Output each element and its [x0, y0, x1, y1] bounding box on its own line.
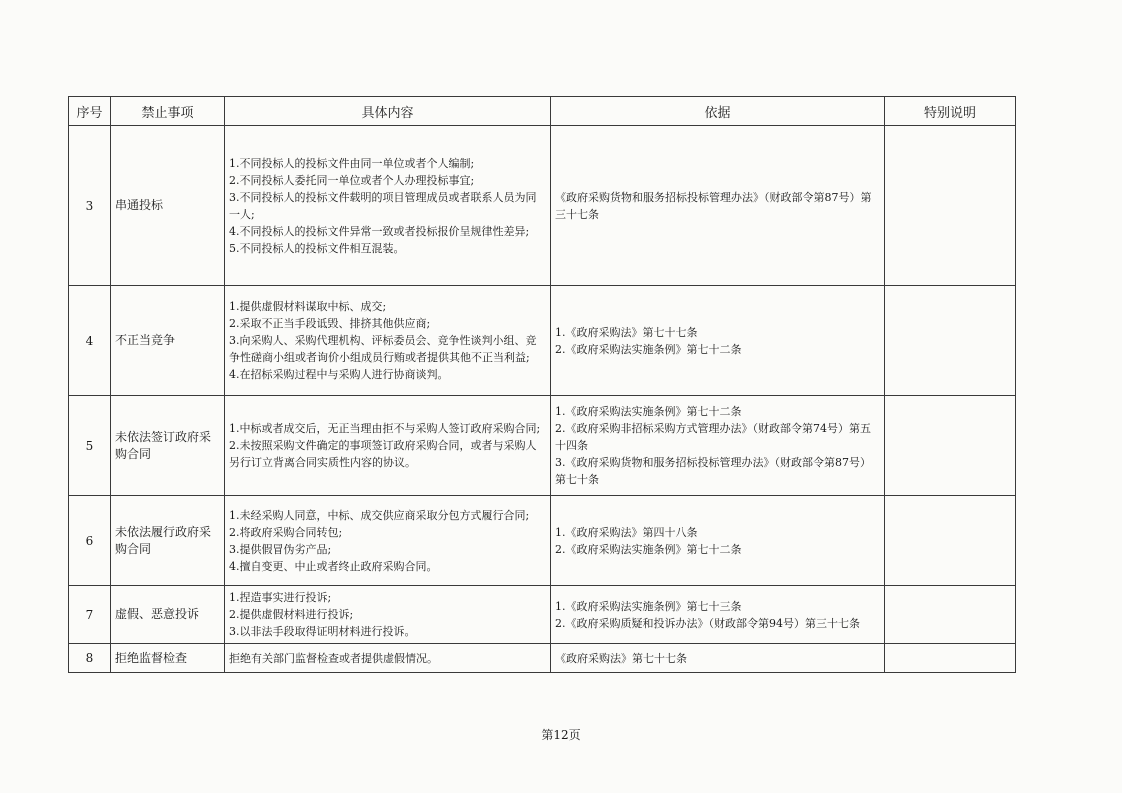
header-num: 序号 — [69, 97, 111, 126]
row-basis — [551, 644, 885, 673]
content-line: 4.擅自变更、中止或者终止政府采购合同。 — [229, 559, 438, 573]
content-line: 4.不同投标人的投标文件异常一致或者投标报价呈规律性差异; — [229, 224, 530, 238]
content-line: 2.未按照采购文件确定的事项签订政府采购合同，或者与采购人另行订立背离合同实质性内容的协议。 — [229, 439, 537, 469]
table-row — [69, 644, 1016, 673]
content-line: 2.将政府采购合同转包; — [229, 525, 343, 539]
row-note — [885, 286, 1016, 396]
table-row — [69, 396, 1016, 496]
content-line: 1.提供虚假材料谋取中标、成交; — [229, 300, 387, 313]
content-line: 1.不同投标人的投标文件由同一单位或者个人编制; — [229, 156, 475, 170]
row-note — [885, 496, 1016, 586]
row-item: 串通投标 — [111, 126, 225, 286]
row-number: 7 — [69, 586, 111, 644]
table-row — [69, 126, 1016, 286]
header-basis: 依据 — [551, 97, 885, 126]
row-content — [225, 644, 551, 673]
page-number: 第12页 — [541, 728, 581, 742]
row-number: 8 — [69, 644, 111, 673]
content-line: 3.提供假冒伪劣产品; — [229, 542, 332, 556]
table-header-row — [69, 97, 1016, 126]
header-content: 具体内容 — [225, 97, 551, 126]
row-note — [885, 126, 1016, 286]
content-line: 2.提供虚假材料进行投诉; — [229, 608, 354, 621]
header-note: 特别说明 — [885, 97, 1016, 126]
prohibited-items-table — [68, 96, 1016, 673]
basis-line: 《政府采购货物和服务招标投标管理办法》（财政部令第87号）第三十七条 — [555, 190, 872, 221]
table-row — [69, 586, 1016, 644]
table-row — [69, 496, 1016, 586]
row-number: 6 — [69, 496, 111, 586]
row-basis — [551, 396, 885, 496]
row-item: 拒绝监督检查 — [111, 644, 225, 673]
row-content — [225, 396, 551, 496]
row-note — [885, 586, 1016, 644]
basis-line: 1.《政府采购法》第四十八条 — [555, 525, 698, 539]
row-content — [225, 126, 551, 286]
content-line: 3.不同投标人的投标文件载明的项目管理成员或者联系人员为同一人; — [229, 190, 537, 221]
content-line: 5.不同投标人的投标文件相互混装。 — [229, 241, 405, 255]
row-note — [885, 644, 1016, 673]
content-line: 1.中标或者成交后，无正当理由拒不与采购人签订政府采购合同; — [229, 422, 541, 435]
row-item: 虚假、恶意投诉 — [111, 586, 225, 644]
row-item: 不正当竞争 — [111, 286, 225, 396]
row-basis — [551, 286, 885, 396]
row-number: 3 — [69, 126, 111, 286]
header-item: 禁止事项 — [111, 97, 225, 126]
row-basis — [551, 126, 885, 286]
content-line: 4.在招标采购过程中与采购人进行协商谈判。 — [229, 368, 449, 381]
content-line: 3.以非法手段取得证明材料进行投诉。 — [229, 625, 416, 638]
content-line: 拒绝有关部门监督检查或者提供虚假情况。 — [229, 651, 438, 665]
basis-line: 2.《政府采购法实施条例》第七十二条 — [555, 542, 742, 556]
basis-line: 2.《政府采购质疑和投诉办法》（财政部令第94号）第三十七条 — [555, 616, 860, 630]
row-note — [885, 396, 1016, 496]
row-item: 未依法履行政府采购合同 — [111, 496, 225, 586]
row-content — [225, 286, 551, 396]
basis-line: 2.《政府采购非招标采购方式管理办法》（财政部令第74号）第五十四条 — [555, 422, 871, 452]
content-line: 2.采取不正当手段诋毁、排挤其他供应商; — [229, 317, 431, 330]
basis-line: 《政府采购法》第七十七条 — [555, 651, 687, 665]
row-basis — [551, 586, 885, 644]
basis-line: 1.《政府采购法实施条例》第七十二条 — [555, 405, 742, 418]
row-item: 未依法签订政府采购合同 — [111, 396, 225, 496]
basis-line: 2.《政府采购法实施条例》第七十二条 — [555, 342, 742, 356]
basis-line: 3.《政府采购货物和服务招标投标管理办法》（财政部令第87号）第七十条 — [555, 456, 871, 486]
table-row — [69, 286, 1016, 396]
content-line: 1.捏造事实进行投诉; — [229, 591, 332, 604]
row-basis — [551, 496, 885, 586]
content-line: 1.未经采购人同意，中标、成交供应商采取分包方式履行合同; — [229, 508, 530, 522]
row-number: 4 — [69, 286, 111, 396]
basis-line: 1.《政府采购法》第七十七条 — [555, 325, 698, 339]
content-line: 2.不同投标人委托同一单位或者个人办理投标事宜; — [229, 173, 475, 187]
row-content — [225, 496, 551, 586]
row-number: 5 — [69, 396, 111, 496]
basis-line: 1.《政府采购法实施条例》第七十三条 — [555, 599, 742, 613]
content-line: 3.向采购人、采购代理机构、评标委员会、竞争性谈判小组、竞争性磋商小组或者询价小组成员行贿或者提供其他不正当利益; — [229, 334, 537, 364]
row-content — [225, 586, 551, 644]
